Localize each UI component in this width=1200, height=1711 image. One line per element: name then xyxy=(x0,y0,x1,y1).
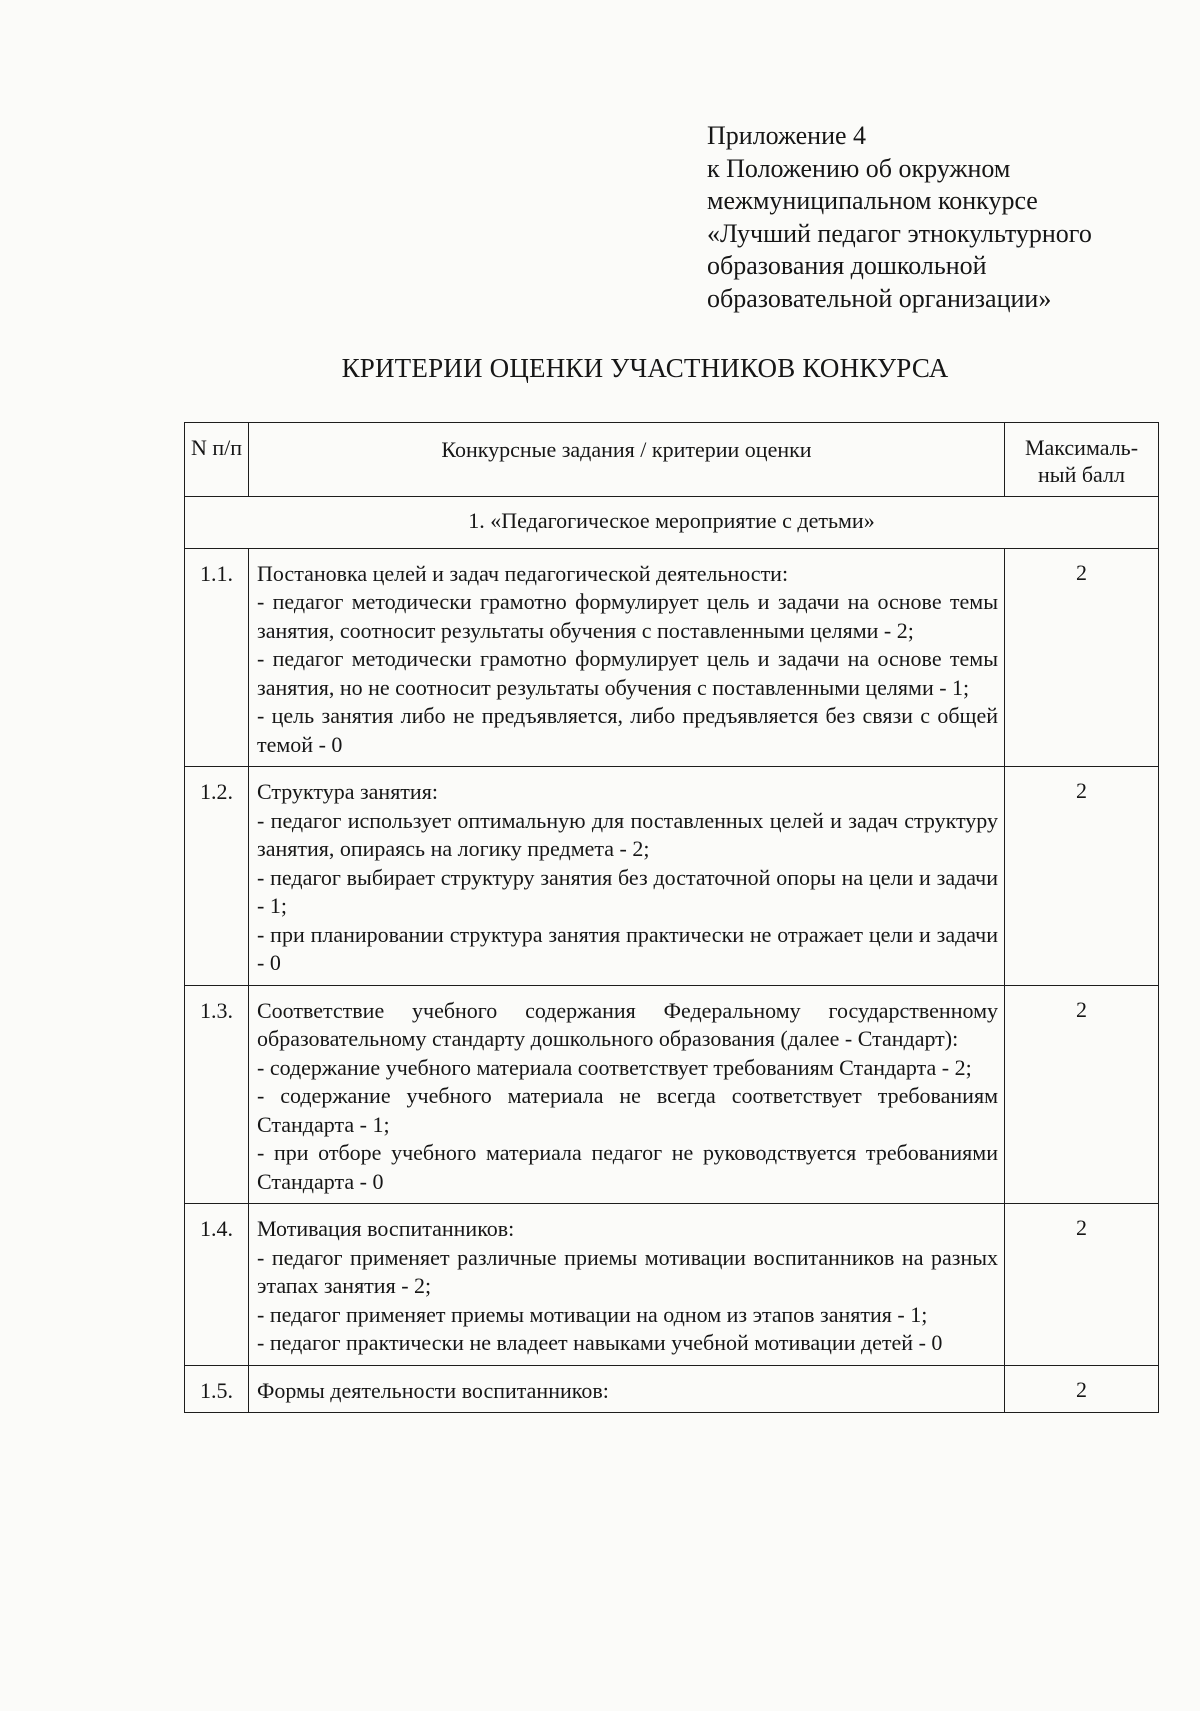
criteria-item: - педагог применяет различные приемы мотивации воспитанников на разных этапах занятия - 2; xyxy=(257,1244,998,1298)
criteria-cell xyxy=(249,1365,1005,1413)
row-number: 1.4. xyxy=(185,1204,249,1366)
row-number: 1.1. xyxy=(185,548,249,767)
criteria-heading: Мотивация воспитанников: xyxy=(257,1216,515,1241)
appendix-line: Приложение 4 xyxy=(707,121,867,150)
criteria-item: - педагог применяет приемы мотивации на одном из этапов занятия - 1; xyxy=(257,1301,928,1327)
criteria-heading: Формы деятельности воспитанников: xyxy=(257,1377,609,1403)
row-number: 1.2. xyxy=(185,767,249,986)
page-title: КРИТЕРИИ ОЦЕНКИ УЧАСТНИКОВ КОНКУРСА xyxy=(341,353,949,383)
max-score: 2 xyxy=(1005,767,1159,986)
appendix-line: к Положению об окружном xyxy=(707,153,1011,183)
criteria-cell xyxy=(249,548,1005,767)
table-row xyxy=(185,1204,1159,1366)
max-score: 2 xyxy=(1005,1204,1159,1366)
criteria-item: - педагог методически грамотно формулирует цель и задачи на основе темы занятия, соотносит результаты обучения с поставленными целями - 2; xyxy=(257,589,998,643)
section-row xyxy=(185,497,1159,549)
criteria-item: - при отборе учебного материала педагог не руководствуется требованиями Стандарта - 0 xyxy=(257,1140,998,1194)
row-number: 1.3. xyxy=(185,985,249,1204)
max-score: 2 xyxy=(1005,985,1159,1204)
table-row xyxy=(185,767,1159,986)
appendix-line: образования дошкольной xyxy=(707,251,987,280)
criteria-item: - педагог выбирает структуру занятия без достаточной опоры на цели и задачи - 1; xyxy=(257,864,998,918)
appendix-line: межмуниципальном конкурсе xyxy=(707,186,1038,215)
section-title: 1. «Педагогическое мероприятие с детьми» xyxy=(185,497,1159,549)
table-header-row xyxy=(185,423,1159,497)
header-num: N п/п xyxy=(185,423,249,497)
criteria-heading: Постановка целей и задач педагогической деятельности: xyxy=(257,560,789,586)
criteria-heading: Структура занятия: xyxy=(257,779,438,804)
table-row xyxy=(185,985,1159,1204)
criteria-cell xyxy=(249,1204,1005,1366)
criteria-table xyxy=(184,422,1159,1413)
table-row xyxy=(185,1365,1159,1413)
criteria-item: - педагог использует оптимальную для поставленных целей и задач структуру занятия, опираясь на логику предмета - 2; xyxy=(257,807,998,861)
criteria-cell xyxy=(249,985,1005,1204)
appendix-line: образовательной организации» xyxy=(707,283,1052,313)
criteria-heading: Соответствие учебного содержания Федеральному государственному образовательному стандарту дошкольного образования (далее - Стандарт): xyxy=(257,997,998,1051)
max-score: 2 xyxy=(1005,1365,1159,1413)
criteria-item: - содержание учебного материала не всегда соответствует требованиям Стандарта - 1; xyxy=(257,1083,998,1137)
criteria-cell xyxy=(249,767,1005,986)
criteria-item: - педагог практически не владеет навыками учебной мотивации детей - 0 xyxy=(257,1330,943,1355)
criteria-item: - педагог методически грамотно формулирует цель и задачи на основе темы занятия, но не соотносит результаты обучения с поставленными целями - 1; xyxy=(257,646,998,700)
criteria-item: - содержание учебного материала соответствует требованиям Стандарта - 2; xyxy=(257,1054,972,1080)
criteria-item: - при планировании структура занятия практически не отражает цели и задачи - 0 xyxy=(257,921,998,975)
appendix-header xyxy=(707,120,1177,315)
header-criteria: Конкурсные задания / критерии оценки xyxy=(249,423,1005,497)
row-number: 1.5. xyxy=(185,1365,249,1413)
table-row xyxy=(185,548,1159,767)
criteria-item: - цель занятия либо не предъявляется, либо предъявляется без связи с общей темой - 0 xyxy=(257,703,998,757)
header-max-score: Максималь-ный балл xyxy=(1005,423,1159,497)
max-score: 2 xyxy=(1005,548,1159,767)
appendix-line: «Лучший педагог этнокультурного xyxy=(707,218,1092,248)
